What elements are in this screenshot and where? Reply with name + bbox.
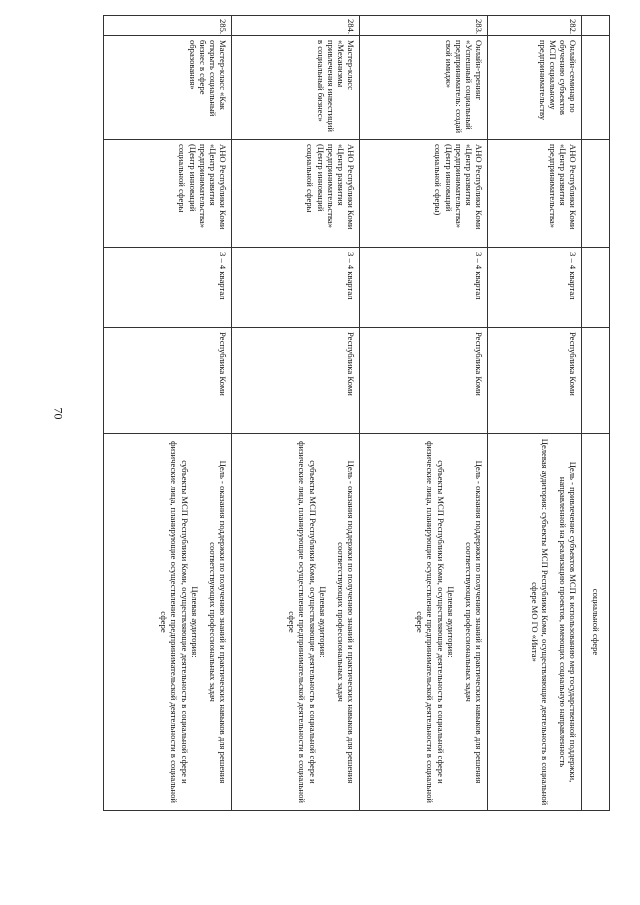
organizer: АНО Республики Коми «Центр развития предпринимательства» (Центр инноваций социальной сферы (104, 140, 232, 248)
audience-text: субъекты МСП Республики Коми, осуществляющие деятельность в социальной сфере и физические лица, планирующие осуществление предпринимательской деятельности в социальной сфере (415, 440, 446, 804)
audience-label: Целевая аудитория: (317, 586, 328, 658)
goal-text: Цель - оказания поддержки по получению знаний и практических навыков для решения соответствующих профессиональных задач (463, 460, 484, 784)
table-row (488, 16, 582, 811)
continued-header-row (582, 16, 610, 811)
goal-text: Цель - оказания поддержки по получению знаний и практических навыков для решения соответствующих профессиональных задач (207, 460, 228, 784)
row-number: 284. (232, 16, 360, 36)
goal-cell (104, 434, 232, 811)
period: 3 – 4 квартал (232, 248, 360, 328)
header-cell-period (582, 248, 610, 328)
place: Республика Коми (488, 328, 582, 434)
event-name: Онлайн-семинар по обучению субъектов МСП социальному предпринимательству (488, 36, 582, 140)
place: Республика Коми (360, 328, 488, 434)
event-name: Мастер-класс «Как открыть социальный бизнес в сфере образования» (104, 36, 232, 140)
audience-text: субъекты МСП Республики Коми, осуществляющие деятельность в социальной сфере и физические лица, планирующие осуществление предпринимательской деятельности в социальной сфере (159, 440, 190, 804)
table-row (232, 16, 360, 811)
header-cell-event (582, 36, 610, 140)
organizer: АНО Республики Коми «Центр развития предпринимательства» (488, 140, 582, 248)
event-name: Мастер-класс «Механизмы привлечения инвестиций в социальный бизнес» (232, 36, 360, 140)
table-row (104, 16, 232, 811)
place: Республика Коми (232, 328, 360, 434)
row-number: 283. (360, 16, 488, 36)
header-cell-organizer (582, 140, 610, 248)
table-row (360, 16, 488, 811)
goal-cell (232, 434, 360, 811)
header-cell-goal: социальной сфере (582, 434, 610, 811)
organizer: АНО Республики Коми «Центр развития предпринимательства» (Центр инноваций социальной сферы) (360, 140, 488, 248)
goal-cell (488, 434, 582, 811)
goal-cell (360, 434, 488, 811)
rotated-table-container (104, 15, 610, 810)
period: 3 – 4 квартал (104, 248, 232, 328)
goal-text: Цель - привлечение субъектов МСП к использованию мер государственной поддержки, направленной на реализацию проектов, имеющих социальную направленность (557, 461, 578, 783)
event-name: Онлайн-тренинг «Успешный социальный предприниматель: создай свой имидж» (360, 36, 488, 140)
audience-label: Целевая аудитория: (445, 586, 456, 658)
header-cell-place (582, 328, 610, 434)
audience-text: субъекты МСП Республики Коми, осуществляющие деятельность в социальной сфере и физические лица, планирующие осуществление предпринимательской деятельности в социальной сфере (287, 440, 318, 804)
period: 3 – 4 квартал (488, 248, 582, 328)
events-table (103, 15, 610, 811)
period: 3 – 4 квартал (360, 248, 488, 328)
page-number: 70 (51, 407, 66, 420)
row-number: 285. (104, 16, 232, 36)
row-number: 282. (488, 16, 582, 36)
audience-text: Целевая аудитория: субъекты МСП Республики Коми, осуществляющие деятельность в социальной сфере МО ГО «Инта» (529, 438, 550, 806)
goal-text: Цель - оказания поддержки по получению знаний и практических навыков для решения соответствующих профессиональных задач (335, 460, 356, 784)
place: Республика Коми (104, 328, 232, 434)
organizer: АНО Республики Коми «Центр развития предпринимательства» (Центр инноваций социальной сферы (232, 140, 360, 248)
header-cell-num (582, 16, 610, 36)
audience-label: Целевая аудитория: (189, 586, 200, 658)
